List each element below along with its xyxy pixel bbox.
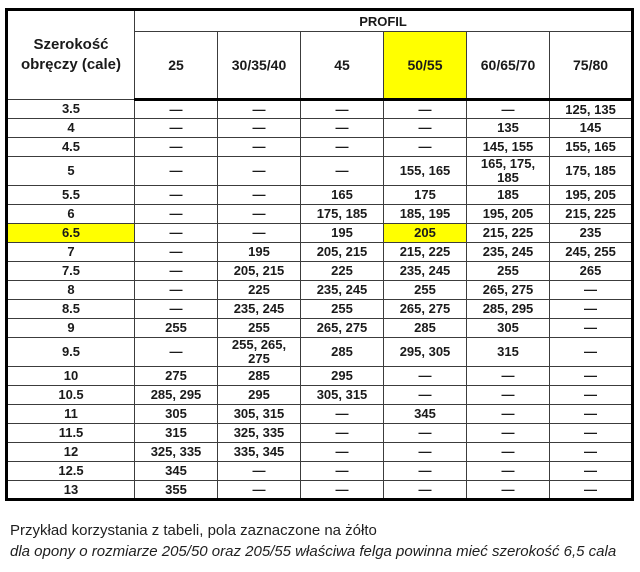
- table-cell: 255: [301, 300, 384, 319]
- table-cell: —: [550, 405, 633, 424]
- table-cell: 305: [467, 319, 550, 338]
- table-cell: —: [467, 100, 550, 119]
- table-cell: 335, 345: [218, 443, 301, 462]
- table-cell: —: [218, 157, 301, 186]
- row-header: 7.5: [7, 262, 135, 281]
- table-row: [7, 186, 633, 205]
- table-cell: —: [135, 300, 218, 319]
- row-header: 4: [7, 119, 135, 138]
- table-cell: 265: [550, 262, 633, 281]
- table-cell: 195: [301, 224, 384, 243]
- table-cell: 295: [218, 386, 301, 405]
- table-cell: 315: [467, 338, 550, 367]
- table-cell: —: [467, 443, 550, 462]
- table-cell: 315: [135, 424, 218, 443]
- table-cell: —: [550, 281, 633, 300]
- table-cell: 175, 185: [550, 157, 633, 186]
- table-cell: —: [135, 243, 218, 262]
- table-row: [7, 338, 633, 367]
- profil-header: PROFIL: [135, 10, 633, 32]
- table-row: [7, 386, 633, 405]
- table-row: [7, 119, 633, 138]
- table-cell: —: [218, 481, 301, 500]
- table-cell: 295, 305: [384, 338, 467, 367]
- row-header: 5: [7, 157, 135, 186]
- table-row: [7, 481, 633, 500]
- row-header: 7: [7, 243, 135, 262]
- table-cell: —: [135, 138, 218, 157]
- table-cell: 305, 315: [218, 405, 301, 424]
- table-cell: 145: [550, 119, 633, 138]
- table-cell: 195: [218, 243, 301, 262]
- row-header: 6.5: [7, 224, 135, 243]
- table-cell: —: [218, 205, 301, 224]
- row-header: 11.5: [7, 424, 135, 443]
- table-cell: 345: [384, 405, 467, 424]
- table-row: [7, 319, 633, 338]
- table-cell: —: [467, 462, 550, 481]
- table-cell: —: [301, 481, 384, 500]
- table-cell: —: [218, 186, 301, 205]
- table-cell: 265, 275: [384, 300, 467, 319]
- table-cell: 225: [301, 262, 384, 281]
- table-cell: 355: [135, 481, 218, 500]
- profile-column-header: 75/80: [550, 32, 633, 100]
- table-cell: 285: [218, 367, 301, 386]
- table-cell: 345: [135, 462, 218, 481]
- row-header: 4.5: [7, 138, 135, 157]
- row-header: 10: [7, 367, 135, 386]
- table-row: [7, 405, 633, 424]
- table-cell: —: [550, 300, 633, 319]
- table-cell: —: [301, 157, 384, 186]
- width-column-header: Szerokość obręczy (cale): [7, 10, 135, 100]
- table-cell: —: [301, 119, 384, 138]
- table-cell: —: [384, 462, 467, 481]
- table-cell: —: [135, 119, 218, 138]
- table-cell: —: [135, 100, 218, 119]
- table-cell: —: [550, 367, 633, 386]
- row-header: 12.5: [7, 462, 135, 481]
- table-cell: —: [467, 405, 550, 424]
- table-row: [7, 262, 633, 281]
- caption: [10, 520, 616, 562]
- row-header: 9.5: [7, 338, 135, 367]
- table-cell: —: [550, 319, 633, 338]
- table-cell: —: [384, 481, 467, 500]
- table-cell: 125, 135: [550, 100, 633, 119]
- table-cell: —: [384, 100, 467, 119]
- table-cell: 235: [550, 224, 633, 243]
- table-cell: 255: [384, 281, 467, 300]
- table-cell: —: [135, 186, 218, 205]
- table-cell: —: [384, 367, 467, 386]
- row-header: 5.5: [7, 186, 135, 205]
- table-cell: —: [467, 367, 550, 386]
- tire-size-table-wrap: [5, 8, 634, 501]
- table-cell: 145, 155: [467, 138, 550, 157]
- profile-column-header: 30/35/40: [218, 32, 301, 100]
- table-cell: 235, 245: [301, 281, 384, 300]
- table-cell: —: [384, 424, 467, 443]
- table-cell: —: [550, 424, 633, 443]
- table-cell: —: [467, 481, 550, 500]
- row-header: 8.5: [7, 300, 135, 319]
- table-cell: —: [135, 224, 218, 243]
- table-cell: 275: [135, 367, 218, 386]
- table-cell: 255: [467, 262, 550, 281]
- table-cell: 195, 205: [550, 186, 633, 205]
- table-cell: —: [301, 138, 384, 157]
- table-cell: —: [218, 224, 301, 243]
- table-cell: —: [135, 205, 218, 224]
- table-body: [7, 100, 633, 500]
- table-row: [7, 100, 633, 119]
- table-cell: 255, 265, 275: [218, 338, 301, 367]
- table-cell: —: [301, 462, 384, 481]
- table-cell: —: [467, 424, 550, 443]
- row-header: 8: [7, 281, 135, 300]
- table-cell: 235, 245: [467, 243, 550, 262]
- table-row: [7, 462, 633, 481]
- table-cell: 305: [135, 405, 218, 424]
- table-cell: 135: [467, 119, 550, 138]
- table-cell: 215, 225: [467, 224, 550, 243]
- row-header: 6: [7, 205, 135, 224]
- table-row: [7, 367, 633, 386]
- table-cell: 285: [384, 319, 467, 338]
- table-row: [7, 443, 633, 462]
- table-cell: —: [550, 481, 633, 500]
- table-cell: 305, 315: [301, 386, 384, 405]
- table-cell: —: [384, 138, 467, 157]
- table-cell: 285: [301, 338, 384, 367]
- table-cell: 195, 205: [467, 205, 550, 224]
- tire-size-table: [5, 8, 634, 501]
- table-cell: 205: [384, 224, 467, 243]
- row-header: 10.5: [7, 386, 135, 405]
- row-header: 3.5: [7, 100, 135, 119]
- table-cell: 165: [301, 186, 384, 205]
- caption-line-2: dla opony o rozmiarze 205/50 oraz 205/55 właściwa felga powinna mieć szerokość 6,5 cala: [10, 543, 617, 560]
- table-cell: —: [467, 386, 550, 405]
- table-cell: —: [135, 262, 218, 281]
- table-cell: —: [384, 443, 467, 462]
- table-cell: —: [301, 443, 384, 462]
- table-cell: 205, 215: [218, 262, 301, 281]
- table-header: [7, 10, 633, 100]
- table-cell: —: [218, 119, 301, 138]
- table-cell: 255: [135, 319, 218, 338]
- table-cell: 285, 295: [467, 300, 550, 319]
- table-cell: 295: [301, 367, 384, 386]
- table-row: [7, 205, 633, 224]
- table-cell: —: [218, 462, 301, 481]
- table-cell: 185: [467, 186, 550, 205]
- profile-column-header: 45: [301, 32, 384, 100]
- row-header: 11: [7, 405, 135, 424]
- table-row: [7, 224, 633, 243]
- table-cell: 265, 275: [467, 281, 550, 300]
- caption-line-1: Przykład korzystania z tabeli, pola zaznaczone na żółto: [10, 522, 377, 539]
- table-cell: —: [218, 100, 301, 119]
- table-cell: 245, 255: [550, 243, 633, 262]
- table-cell: —: [135, 338, 218, 367]
- table-cell: 215, 225: [384, 243, 467, 262]
- table-row: [7, 281, 633, 300]
- table-cell: 185, 195: [384, 205, 467, 224]
- table-cell: 175: [384, 186, 467, 205]
- table-cell: 255: [218, 319, 301, 338]
- table-cell: 325, 335: [135, 443, 218, 462]
- table-cell: 205, 215: [301, 243, 384, 262]
- table-cell: 325, 335: [218, 424, 301, 443]
- table-row: [7, 424, 633, 443]
- table-cell: 215, 225: [550, 205, 633, 224]
- profile-column-header: 50/55: [384, 32, 467, 100]
- table-cell: —: [301, 424, 384, 443]
- table-cell: —: [135, 157, 218, 186]
- table-cell: —: [301, 405, 384, 424]
- row-header: 9: [7, 319, 135, 338]
- row-header: 13: [7, 481, 135, 500]
- table-cell: 155, 165: [384, 157, 467, 186]
- profile-column-header: 25: [135, 32, 218, 100]
- table-cell: 165, 175, 185: [467, 157, 550, 186]
- table-row: [7, 243, 633, 262]
- table-cell: 235, 245: [384, 262, 467, 281]
- table-row: [7, 300, 633, 319]
- table-cell: 285, 295: [135, 386, 218, 405]
- table-row: [7, 138, 633, 157]
- table-cell: —: [550, 386, 633, 405]
- table-cell: —: [384, 119, 467, 138]
- profile-column-header: 60/65/70: [467, 32, 550, 100]
- table-cell: —: [135, 281, 218, 300]
- table-cell: —: [550, 462, 633, 481]
- row-header: 12: [7, 443, 135, 462]
- table-cell: 225: [218, 281, 301, 300]
- table-cell: 265, 275: [301, 319, 384, 338]
- table-cell: —: [384, 386, 467, 405]
- table-cell: —: [218, 138, 301, 157]
- table-cell: —: [550, 338, 633, 367]
- table-cell: 235, 245: [218, 300, 301, 319]
- table-cell: —: [301, 100, 384, 119]
- table-row: [7, 157, 633, 186]
- table-cell: 175, 185: [301, 205, 384, 224]
- table-cell: —: [550, 443, 633, 462]
- table-cell: 155, 165: [550, 138, 633, 157]
